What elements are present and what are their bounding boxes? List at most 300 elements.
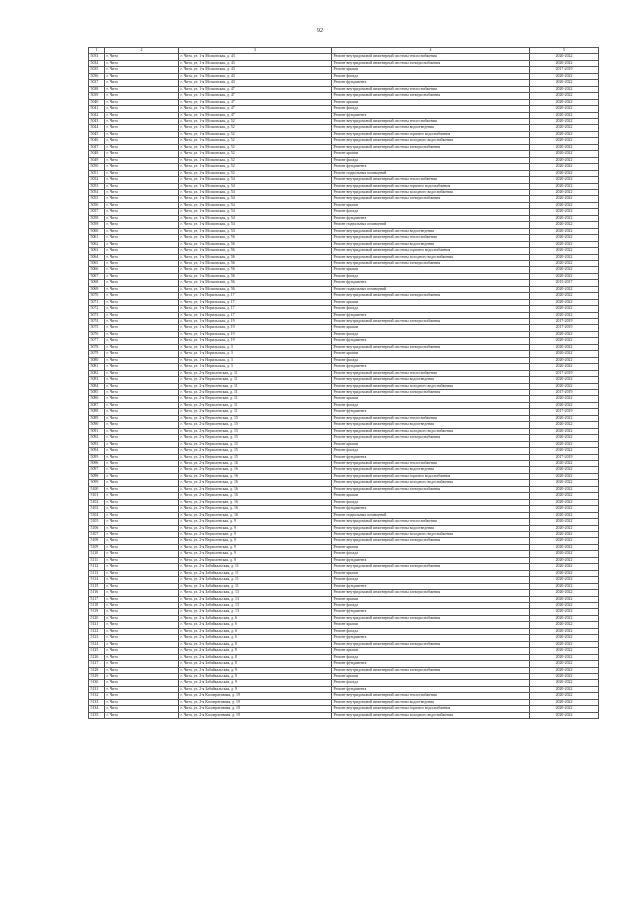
period-cell: 2020-2022 bbox=[530, 112, 599, 118]
municipality-cell: г. Чита bbox=[105, 622, 179, 628]
period-cell: 2020-2022 bbox=[530, 86, 599, 92]
period-cell: 2020-2022 bbox=[530, 525, 599, 531]
address-cell: г. Чита, ул. 2-я Забайкальская, д. 13 bbox=[179, 609, 332, 615]
row-number-cell: 5073 bbox=[89, 312, 105, 318]
period-cell: 2020-2022 bbox=[530, 131, 599, 137]
row-number-cell: 5132 bbox=[89, 693, 105, 699]
address-cell: г. Чита, ул. 2-я Верхоленская, д. 11 bbox=[179, 402, 332, 408]
municipality-cell: г. Чита bbox=[105, 364, 179, 370]
address-cell: г. Чита, ул. 1-я Московская, д. 43 bbox=[179, 60, 332, 66]
row-number-cell: 5099 bbox=[89, 480, 105, 486]
address-cell: г. Чита, ул. 2-я Забайкальская, д. 9 bbox=[179, 686, 332, 692]
row-number-cell: 5117 bbox=[89, 596, 105, 602]
row-number-cell: 5114 bbox=[89, 577, 105, 583]
address-cell: г. Чита, ул. 1-я Норильская, д. 17 bbox=[179, 299, 332, 305]
address-cell: г. Чита, ул. 2-я Верхоленская, д. 15 bbox=[179, 422, 332, 428]
municipality-cell: г. Чита bbox=[105, 202, 179, 208]
row-number-cell: 5135 bbox=[89, 712, 105, 718]
period-cell: 2020-2022 bbox=[530, 183, 599, 189]
work-type-cell: Ремонт внутридомовой инженерной системы водоотведения bbox=[332, 699, 530, 705]
municipality-cell: г. Чита bbox=[105, 564, 179, 570]
municipality-cell: г. Чита bbox=[105, 454, 179, 460]
municipality-cell: г. Чита bbox=[105, 196, 179, 202]
work-type-cell: Ремонт фасада bbox=[332, 73, 530, 79]
work-type-cell: Ремонт внутридомовой инженерной системы электроснабжения bbox=[332, 615, 530, 621]
period-cell: 2020-2022 bbox=[530, 241, 599, 247]
municipality-cell: г. Чита bbox=[105, 590, 179, 596]
address-cell: г. Чита, ул. 2-я Верхоленская, д. 16 bbox=[179, 480, 332, 486]
period-cell: 2020-2022 bbox=[530, 331, 599, 337]
work-type-cell: Ремонт внутридомовой инженерной системы теплоснабжения bbox=[332, 519, 530, 525]
work-type-cell: Ремонт фасада bbox=[332, 273, 530, 279]
row-number-cell: 5113 bbox=[89, 570, 105, 576]
period-cell: 2020-2022 bbox=[530, 635, 599, 641]
work-type-cell: Ремонт крыши bbox=[332, 299, 530, 305]
address-cell: г. Чита, ул. 1-я Московская, д. 54 bbox=[179, 202, 332, 208]
work-type-cell: Ремонт внутридомовой инженерной системы горячего водоснабжения bbox=[332, 131, 530, 137]
page-number: 92 bbox=[317, 28, 323, 34]
address-cell: г. Чита, ул. 1-я Московская, д. 52 bbox=[179, 164, 332, 170]
municipality-cell: г. Чита bbox=[105, 73, 179, 79]
work-type-cell: Ремонт фундамента bbox=[332, 80, 530, 86]
work-type-cell: Ремонт внутридомовой инженерной системы теплоснабжения bbox=[332, 235, 530, 241]
work-type-cell: Ремонт внутридомовой инженерной системы холодного водоснабжения bbox=[332, 480, 530, 486]
work-type-cell: Ремонт внутридомовой инженерной системы электроснабжения bbox=[332, 667, 530, 673]
address-cell: г. Чита, ул. 1-я Московская, д. 52 bbox=[179, 157, 332, 163]
municipality-cell: г. Чита bbox=[105, 602, 179, 608]
municipality-cell: г. Чита bbox=[105, 235, 179, 241]
period-cell: 2020-2022 bbox=[530, 615, 599, 621]
capital-repair-table bbox=[88, 47, 599, 719]
work-type-cell: Ремонт внутридомовой инженерной системы водоотведения bbox=[332, 422, 530, 428]
address-cell: г. Чита, ул. 1-я Московская, д. 52 bbox=[179, 131, 332, 137]
municipality-cell: г. Чита bbox=[105, 67, 179, 73]
row-number-cell: 5052 bbox=[89, 177, 105, 183]
address-cell: г. Чита, ул. 1-я Московская, д. 47 bbox=[179, 99, 332, 105]
work-type-cell: Ремонт внутридомовой инженерной системы электроснабжения bbox=[332, 93, 530, 99]
address-cell: г. Чита, ул. 2-я Верхоленская, д. 11 bbox=[179, 383, 332, 389]
municipality-cell: г. Чита bbox=[105, 551, 179, 557]
row-number-cell: 5094 bbox=[89, 448, 105, 454]
work-type-cell: Ремонт внутридомовой инженерной системы горячего водоснабжения bbox=[332, 183, 530, 189]
municipality-cell: г. Чита bbox=[105, 106, 179, 112]
period-cell: 2020-2022 bbox=[530, 448, 599, 454]
municipality-cell: г. Чита bbox=[105, 467, 179, 473]
work-type-cell: Ремонт внутридомовой инженерной системы теплоснабжения bbox=[332, 177, 530, 183]
municipality-cell: г. Чита bbox=[105, 157, 179, 163]
row-number-cell: 5093 bbox=[89, 441, 105, 447]
municipality-cell: г. Чита bbox=[105, 635, 179, 641]
work-type-cell: Ремонт фасада bbox=[332, 357, 530, 363]
municipality-cell: г. Чита bbox=[105, 693, 179, 699]
work-type-cell: Ремонт внутридомовой инженерной системы электроснабжения bbox=[332, 486, 530, 492]
municipality-cell: г. Чита bbox=[105, 60, 179, 66]
header-col-4: 4 bbox=[332, 48, 530, 54]
work-type-cell: Ремонт фундамента bbox=[332, 661, 530, 667]
municipality-cell: г. Чита bbox=[105, 377, 179, 383]
work-type-cell: Ремонт фундамента bbox=[332, 409, 530, 415]
municipality-cell: г. Чита bbox=[105, 396, 179, 402]
municipality-cell: г. Чита bbox=[105, 54, 179, 60]
period-cell: 2020-2022 bbox=[530, 273, 599, 279]
work-type-cell: Ремонт внутридомовой инженерной системы горячего водоснабжения bbox=[332, 473, 530, 479]
address-cell: г. Чита, ул. 2-я Верхоленская, д. 11 bbox=[179, 370, 332, 376]
work-type-cell: Ремонт фундамента bbox=[332, 338, 530, 344]
period-cell: 2020-2022 bbox=[530, 351, 599, 357]
work-type-cell: Ремонт внутридомовой инженерной системы водоотведения bbox=[332, 241, 530, 247]
period-cell: 2020-2022 bbox=[530, 661, 599, 667]
row-number-cell: 5086 bbox=[89, 396, 105, 402]
work-type-cell: Ремонт фундамента bbox=[332, 686, 530, 692]
row-number-cell: 5091 bbox=[89, 428, 105, 434]
work-type-cell: Ремонт фундамента bbox=[332, 312, 530, 318]
municipality-cell: г. Чита bbox=[105, 189, 179, 195]
municipality-cell: г. Чита bbox=[105, 151, 179, 157]
address-cell: г. Чита, ул. 1-я Норильская, д. 3 bbox=[179, 357, 332, 363]
municipality-cell: г. Чита bbox=[105, 596, 179, 602]
row-number-cell: 5083 bbox=[89, 377, 105, 383]
address-cell: г. Чита, ул. 2-я Верхоленская, д. 16 bbox=[179, 461, 332, 467]
row-number-cell: 5105 bbox=[89, 519, 105, 525]
address-cell: г. Чита, ул. 1-я Норильская, д. 3 bbox=[179, 351, 332, 357]
municipality-cell: г. Чита bbox=[105, 164, 179, 170]
work-type-cell: Ремонт внутридомовой инженерной системы электроснабжения bbox=[332, 564, 530, 570]
row-number-cell: 5116 bbox=[89, 590, 105, 596]
municipality-cell: г. Чита bbox=[105, 138, 179, 144]
address-cell: г. Чита, ул. 1-я Московская, д. 52 bbox=[179, 125, 332, 131]
row-number-cell: 5103 bbox=[89, 506, 105, 512]
municipality-cell: г. Чита bbox=[105, 441, 179, 447]
row-number-cell: 5096 bbox=[89, 461, 105, 467]
row-number-cell: 5110 bbox=[89, 551, 105, 557]
work-type-cell: Ремонт фасада bbox=[332, 448, 530, 454]
work-type-cell: Ремонт внутридомовой инженерной системы водоотведения bbox=[332, 525, 530, 531]
row-number-cell: 5084 bbox=[89, 383, 105, 389]
work-type-cell: Ремонт крыши bbox=[332, 673, 530, 679]
work-type-cell: Ремонт фасада bbox=[332, 551, 530, 557]
municipality-cell: г. Чита bbox=[105, 267, 179, 273]
row-number-cell: 5129 bbox=[89, 673, 105, 679]
work-type-cell: Ремонт внутридомовой инженерной системы теплоснабжения bbox=[332, 86, 530, 92]
municipality-cell: г. Чита bbox=[105, 706, 179, 712]
municipality-cell: г. Чита bbox=[105, 648, 179, 654]
address-cell: г. Чита, ул. 1-я Московская, д. 43 bbox=[179, 54, 332, 60]
work-type-cell: Ремонт внутридомовой инженерной системы водоотведения bbox=[332, 467, 530, 473]
row-number-cell: 5068 bbox=[89, 280, 105, 286]
municipality-cell: г. Чита bbox=[105, 557, 179, 563]
period-cell: 2020-2022 bbox=[530, 680, 599, 686]
municipality-cell: г. Чита bbox=[105, 280, 179, 286]
municipality-cell: г. Чита bbox=[105, 435, 179, 441]
period-cell: 2020-2022 bbox=[530, 138, 599, 144]
work-type-cell: Ремонт внутридомовой инженерной системы теплоснабжения bbox=[332, 370, 530, 376]
address-cell: г. Чита, ул. 1-я Норильская, д. 19 bbox=[179, 331, 332, 337]
work-type-cell: Ремонт внутридомовой инженерной системы водоотведения bbox=[332, 228, 530, 234]
municipality-cell: г. Чита bbox=[105, 338, 179, 344]
address-cell: г. Чита, ул. 1-я Московская, д. 47 bbox=[179, 93, 332, 99]
row-number-cell: 5033 bbox=[89, 54, 105, 60]
work-type-cell: Ремонт фундамента bbox=[332, 280, 530, 286]
row-number-cell: 5133 bbox=[89, 699, 105, 705]
municipality-cell: г. Чита bbox=[105, 712, 179, 718]
address-cell: г. Чита, ул. 2-я Забайкальская, д. 6 bbox=[179, 615, 332, 621]
row-number-cell: 5062 bbox=[89, 241, 105, 247]
period-cell: 2020-2022 bbox=[530, 54, 599, 60]
row-number-cell: 5066 bbox=[89, 267, 105, 273]
row-number-cell: 5048 bbox=[89, 151, 105, 157]
row-number-cell: 5120 bbox=[89, 615, 105, 621]
address-cell: г. Чита, ул. 2-я Забайкальская, д. 13 bbox=[179, 596, 332, 602]
address-cell: г. Чита, ул. 2-я Верхоленская, д. 9 bbox=[179, 538, 332, 544]
address-cell: г. Чита, ул. 2-я Забайкальская, д. 6 bbox=[179, 628, 332, 634]
period-cell: 2020-2022 bbox=[530, 428, 599, 434]
municipality-cell: г. Чита bbox=[105, 170, 179, 176]
work-type-cell: Ремонт фундамента bbox=[332, 635, 530, 641]
municipality-cell: г. Чита bbox=[105, 183, 179, 189]
address-cell: г. Чита, ул. 1-я Московская, д. 54 bbox=[179, 209, 332, 215]
municipality-cell: г. Чита bbox=[105, 306, 179, 312]
work-type-cell: Ремонт внутридомовой инженерной системы теплоснабжения bbox=[332, 54, 530, 60]
address-cell: г. Чита, ул. 1-я Московская, д. 56 bbox=[179, 273, 332, 279]
row-number-cell: 5076 bbox=[89, 331, 105, 337]
address-cell: г. Чита, ул. 2-я Забайкальская, д. 11 bbox=[179, 577, 332, 583]
period-cell: 2020-2022 bbox=[530, 609, 599, 615]
period-cell: 2020-2022 bbox=[530, 118, 599, 124]
work-type-cell: Ремонт подвальных помещений bbox=[332, 222, 530, 228]
municipality-cell: г. Чита bbox=[105, 370, 179, 376]
period-cell: 2020-2022 bbox=[530, 338, 599, 344]
municipality-cell: г. Чита bbox=[105, 422, 179, 428]
period-cell: 2020-2022 bbox=[530, 557, 599, 563]
period-cell: 2020-2022 bbox=[530, 461, 599, 467]
row-number-cell: 5078 bbox=[89, 344, 105, 350]
row-number-cell: 5034 bbox=[89, 60, 105, 66]
address-cell: г. Чита, ул. 1-я Московская, д. 56 bbox=[179, 280, 332, 286]
period-cell: 2020-2022 bbox=[530, 673, 599, 679]
header-col-2: 2 bbox=[105, 48, 179, 54]
address-cell: г. Чита, ул. 2-я Верхоленская, д. 11 bbox=[179, 409, 332, 415]
period-cell: 2020-2022 bbox=[530, 396, 599, 402]
address-cell: г. Чита, ул. 2-я Верхоленская, д. 16 bbox=[179, 493, 332, 499]
row-number-cell: 5049 bbox=[89, 157, 105, 163]
row-number-cell: 5126 bbox=[89, 654, 105, 660]
row-number-cell: 5081 bbox=[89, 364, 105, 370]
municipality-cell: г. Чита bbox=[105, 538, 179, 544]
municipality-cell: г. Чита bbox=[105, 615, 179, 621]
period-cell: 2020-2022 bbox=[530, 583, 599, 589]
address-cell: г. Чита, ул. 1-я Московская, д. 52 bbox=[179, 151, 332, 157]
header-col-3: 3 bbox=[179, 48, 332, 54]
municipality-cell: г. Чита bbox=[105, 177, 179, 183]
municipality-cell: г. Чита bbox=[105, 299, 179, 305]
row-number-cell: 5119 bbox=[89, 609, 105, 615]
period-cell: 2020-2022 bbox=[530, 377, 599, 383]
row-number-cell: 5092 bbox=[89, 435, 105, 441]
row-number-cell: 5104 bbox=[89, 512, 105, 518]
address-cell: г. Чита, ул. 1-я Московская, д. 56 bbox=[179, 267, 332, 273]
work-type-cell: Ремонт внутридомовой инженерной системы горячего водоснабжения bbox=[332, 706, 530, 712]
municipality-cell: г. Чита bbox=[105, 661, 179, 667]
work-type-cell: Ремонт внутридомовой инженерной системы электроснабжения bbox=[332, 196, 530, 202]
period-cell: 2020-2022 bbox=[530, 441, 599, 447]
municipality-cell: г. Чита bbox=[105, 609, 179, 615]
municipality-cell: г. Чита bbox=[105, 473, 179, 479]
row-number-cell: 5036 bbox=[89, 73, 105, 79]
municipality-cell: г. Чита bbox=[105, 248, 179, 254]
period-cell: 2017-2019 bbox=[530, 454, 599, 460]
address-cell: г. Чита, ул. 1-я Московская, д. 47 bbox=[179, 86, 332, 92]
period-cell: 2020-2022 bbox=[530, 512, 599, 518]
municipality-cell: г. Чита bbox=[105, 409, 179, 415]
municipality-cell: г. Чита bbox=[105, 428, 179, 434]
municipality-cell: г. Чита bbox=[105, 390, 179, 396]
work-type-cell: Ремонт крыши bbox=[332, 441, 530, 447]
municipality-cell: г. Чита bbox=[105, 448, 179, 454]
period-cell: 2017-2019 bbox=[530, 319, 599, 325]
row-number-cell: 5080 bbox=[89, 357, 105, 363]
municipality-cell: г. Чита bbox=[105, 286, 179, 292]
period-cell: 2020-2022 bbox=[530, 415, 599, 421]
address-cell: г. Чита, ул. 2-я Забайкальская, д. 6 bbox=[179, 622, 332, 628]
row-number-cell: 5051 bbox=[89, 170, 105, 176]
period-cell: 2020-2022 bbox=[530, 622, 599, 628]
address-cell: г. Чита, ул. 1-я Московская, д. 56 bbox=[179, 260, 332, 266]
address-cell: г. Чита, ул. 1-я Норильская, д. 17 bbox=[179, 312, 332, 318]
address-cell: г. Чита, ул. 2-я Забайкальская, д. 11 bbox=[179, 583, 332, 589]
row-number-cell: 5054 bbox=[89, 189, 105, 195]
work-type-cell: Ремонт внутридомовой инженерной системы холодного водоснабжения bbox=[332, 254, 530, 260]
row-number-cell: 5042 bbox=[89, 112, 105, 118]
period-cell: 2020-2022 bbox=[530, 144, 599, 150]
work-type-cell: Ремонт внутридомовой инженерной системы холодного водоснабжения bbox=[332, 189, 530, 195]
row-number-cell: 5082 bbox=[89, 370, 105, 376]
period-cell: 2020-2022 bbox=[530, 519, 599, 525]
period-cell: 2017-2019 bbox=[530, 390, 599, 396]
table-row bbox=[89, 712, 599, 718]
period-cell: 2020-2022 bbox=[530, 202, 599, 208]
address-cell: г. Чита, ул. 1-я Норильская, д. 19 bbox=[179, 319, 332, 325]
municipality-cell: г. Чита bbox=[105, 525, 179, 531]
row-number-cell: 5046 bbox=[89, 138, 105, 144]
municipality-cell: г. Чита bbox=[105, 331, 179, 337]
period-cell: 2020-2022 bbox=[530, 499, 599, 505]
period-cell: 2020-2022 bbox=[530, 493, 599, 499]
work-type-cell: Ремонт фасада bbox=[332, 331, 530, 337]
period-cell: 2020-2022 bbox=[530, 260, 599, 266]
row-number-cell: 5108 bbox=[89, 538, 105, 544]
address-cell: г. Чита, ул. 1-я Московская, д. 56 bbox=[179, 235, 332, 241]
period-cell: 2020-2022 bbox=[530, 299, 599, 305]
municipality-cell: г. Чита bbox=[105, 293, 179, 299]
municipality-cell: г. Чита bbox=[105, 641, 179, 647]
work-type-cell: Ремонт внутридомовой инженерной системы электроснабжения bbox=[332, 260, 530, 266]
work-type-cell: Ремонт крыши bbox=[332, 544, 530, 550]
address-cell: г. Чита, ул. 2-я Забайкальская, д. 11 bbox=[179, 570, 332, 576]
address-cell: г. Чита, ул. 2-я Верхоленская, д. 16 bbox=[179, 506, 332, 512]
period-cell: 2020-2022 bbox=[530, 506, 599, 512]
work-type-cell: Ремонт внутридомовой инженерной системы электроснабжения bbox=[332, 144, 530, 150]
period-cell: 2020-2022 bbox=[530, 344, 599, 350]
row-number-cell: 5079 bbox=[89, 351, 105, 357]
address-cell: г. Чита, ул. 1-я Московская, д. 56 bbox=[179, 241, 332, 247]
municipality-cell: г. Чита bbox=[105, 319, 179, 325]
municipality-cell: г. Чита bbox=[105, 86, 179, 92]
row-number-cell: 5041 bbox=[89, 106, 105, 112]
work-type-cell: Ремонт крыши bbox=[332, 151, 530, 157]
address-cell: г. Чита, ул. 2-я Верхоленская, д. 16 bbox=[179, 467, 332, 473]
row-number-cell: 5090 bbox=[89, 422, 105, 428]
row-number-cell: 5064 bbox=[89, 254, 105, 260]
address-cell: г. Чита, ул. 1-я Норильская, д. 17 bbox=[179, 293, 332, 299]
work-type-cell: Ремонт фасада bbox=[332, 602, 530, 608]
address-cell: г. Чита, ул. 2-я Верхоленская, д. 15 bbox=[179, 448, 332, 454]
municipality-cell: г. Чита bbox=[105, 93, 179, 99]
address-cell: г. Чита, ул. 2-я Верхоленская, д. 16 bbox=[179, 486, 332, 492]
row-number-cell: 5067 bbox=[89, 273, 105, 279]
address-cell: г. Чита, ул. 2-я Забайкальская, д. 9 bbox=[179, 667, 332, 673]
period-cell: 2020-2022 bbox=[530, 570, 599, 576]
work-type-cell: Ремонт внутридомовой инженерной системы холодного водоснабжения bbox=[332, 531, 530, 537]
period-cell: 2020-2022 bbox=[530, 551, 599, 557]
work-type-cell: Ремонт внутридомовой инженерной системы электроснабжения bbox=[332, 590, 530, 596]
municipality-cell: г. Чита bbox=[105, 577, 179, 583]
address-cell: г. Чита, ул. 2-я Верхоленская, д. 9 bbox=[179, 557, 332, 563]
municipality-cell: г. Чита bbox=[105, 512, 179, 518]
period-cell: 2020-2022 bbox=[530, 293, 599, 299]
work-type-cell: Ремонт фасада bbox=[332, 499, 530, 505]
period-cell: 2020-2022 bbox=[530, 222, 599, 228]
work-type-cell: Ремонт фасада bbox=[332, 157, 530, 163]
row-number-cell: 5044 bbox=[89, 125, 105, 131]
row-number-cell: 5101 bbox=[89, 493, 105, 499]
work-type-cell: Ремонт крыши bbox=[332, 267, 530, 273]
municipality-cell: г. Чита bbox=[105, 461, 179, 467]
period-cell: 2020-2022 bbox=[530, 538, 599, 544]
municipality-cell: г. Чита bbox=[105, 312, 179, 318]
municipality-cell: г. Чита bbox=[105, 118, 179, 124]
municipality-cell: г. Чита bbox=[105, 222, 179, 228]
municipality-cell: г. Чита bbox=[105, 99, 179, 105]
row-number-cell: 5130 bbox=[89, 680, 105, 686]
period-cell: 2020-2022 bbox=[530, 267, 599, 273]
address-cell: г. Чита, ул. 1-я Московская, д. 47 bbox=[179, 112, 332, 118]
work-type-cell: Ремонт внутридомовой инженерной системы водоотведения bbox=[332, 377, 530, 383]
address-cell: г. Чита, ул. 2-я Верхоленская, д. 15 bbox=[179, 415, 332, 421]
period-cell: 2020-2022 bbox=[530, 228, 599, 234]
work-type-cell: Ремонт внутридомовой инженерной системы электроснабжения bbox=[332, 293, 530, 299]
row-number-cell: 5038 bbox=[89, 86, 105, 92]
work-type-cell: Ремонт крыши bbox=[332, 396, 530, 402]
row-number-cell: 5128 bbox=[89, 667, 105, 673]
row-number-cell: 5111 bbox=[89, 557, 105, 563]
address-cell: г. Чита, ул. 2-я Забайкальская, д. 13 bbox=[179, 602, 332, 608]
row-number-cell: 5127 bbox=[89, 661, 105, 667]
period-cell: 2020-2022 bbox=[530, 60, 599, 66]
row-number-cell: 5059 bbox=[89, 222, 105, 228]
period-cell: 2020-2022 bbox=[530, 544, 599, 550]
work-type-cell: Ремонт фундамента bbox=[332, 506, 530, 512]
address-cell: г. Чита, ул. 2-я Кооперативная, д. 19 bbox=[179, 706, 332, 712]
address-cell: г. Чита, ул. 2-я Верхоленская, д. 15 bbox=[179, 428, 332, 434]
address-cell: г. Чита, ул. 1-я Московская, д. 54 bbox=[179, 189, 332, 195]
work-type-cell: Ремонт крыши bbox=[332, 67, 530, 73]
work-type-cell: Ремонт фундамента bbox=[332, 364, 530, 370]
work-type-cell: Ремонт крыши bbox=[332, 99, 530, 105]
header-col-1: 1 bbox=[89, 48, 105, 54]
address-cell: г. Чита, ул. 2-я Забайкальская, д. 13 bbox=[179, 590, 332, 596]
address-cell: г. Чита, ул. 1-я Норильская, д. 19 bbox=[179, 325, 332, 331]
period-cell: 2020-2022 bbox=[530, 93, 599, 99]
